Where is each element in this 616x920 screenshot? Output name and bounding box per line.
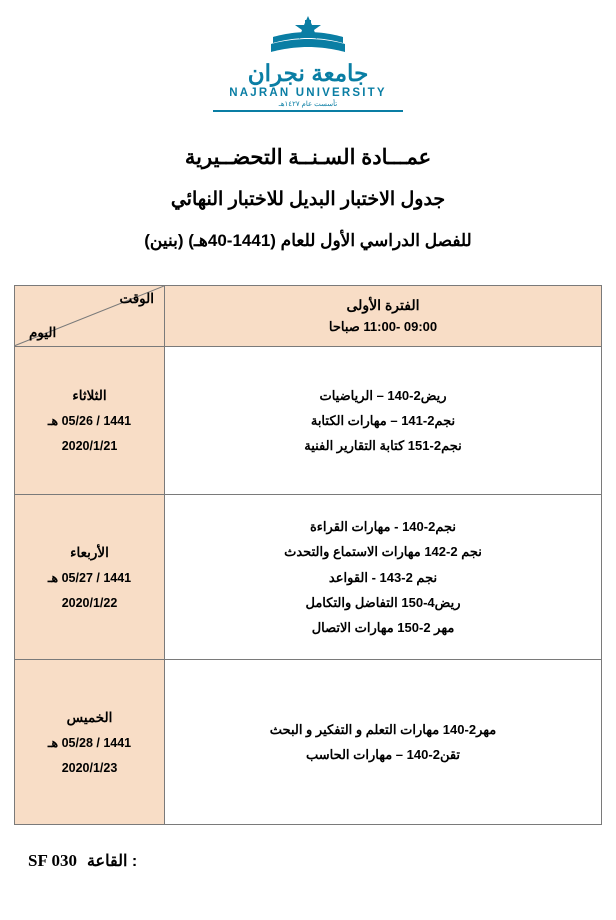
header-period-1-title: الفترة الأولى — [346, 297, 420, 314]
course-line: مهر2-140 مهارات التعلم و التفكير و البحث — [269, 721, 497, 737]
day-name: الأربعاء — [70, 544, 109, 560]
logo-wrap — [213, 14, 403, 112]
header-period-1-time: 09:00 -11:00 صباحا — [328, 319, 438, 335]
courses-cell-tuesday — [165, 347, 602, 495]
corner-label-day: اليوم — [29, 325, 57, 341]
logo-arabic-name: جامعة نجران — [247, 60, 369, 86]
course-line: نجم 2-143 - القواعد — [328, 569, 438, 585]
course-line: نجم2-141 – مهارات الكتابة — [310, 413, 456, 429]
room-value: SF 030 — [28, 851, 77, 871]
page-subtitle: جدول الاختبار البديل للاختبار النهائي — [170, 189, 446, 211]
table-header-row — [15, 286, 602, 347]
day-hijri-date: 1441 / 05/26 هـ — [47, 414, 132, 429]
table-row — [15, 347, 602, 495]
courses-cell-wednesday — [165, 495, 602, 660]
course-line: تقن2-140 – مهارات الحاسب — [305, 747, 461, 763]
course-line: ريض4-150 التفاضل والتكامل — [305, 594, 461, 610]
logo-established-text: تأسست عام ١٤٢٧هـ — [278, 101, 338, 109]
page-subtitle-secondary: للفصل الدراسي الأول للعام (1441-40هـ) (بنين) — [144, 230, 472, 250]
page-title: عمـــادة السـنــة التحضــيرية — [184, 145, 432, 169]
day-hijri-date: 1441 / 05/28 هـ — [47, 735, 132, 750]
day-cell-tuesday — [15, 347, 165, 495]
logo-divider — [213, 110, 403, 112]
courses-cell-thursday — [165, 660, 602, 825]
room-label: القاعة : — [86, 853, 138, 871]
logo-english-name: NAJRAN UNIVERSITY — [229, 87, 387, 100]
day-cell-wednesday — [15, 495, 165, 660]
table-row — [15, 660, 602, 825]
day-cell-thursday — [15, 660, 165, 825]
course-line: نجم 2-142 مهارات الاستماع والتحدث — [284, 544, 482, 560]
course-line: نجم2-151 كتابة التقارير الفنية — [304, 438, 462, 454]
table-row — [15, 495, 602, 660]
course-line: مهر 2-150 مهارات الاتصال — [311, 620, 455, 636]
corner-label-time: الوقت — [119, 291, 154, 307]
day-gregorian-date: 2020/1/23 — [61, 760, 118, 775]
day-name: الخميس — [66, 709, 113, 725]
course-line: ريض2-140 – الرياضيات — [319, 387, 447, 403]
footer — [14, 851, 602, 871]
document-titles — [14, 142, 602, 254]
day-gregorian-date: 2020/1/22 — [61, 595, 118, 610]
day-hijri-date: 1441 / 05/27 هـ — [47, 570, 132, 585]
room-row — [20, 851, 602, 871]
header-period-1 — [165, 286, 602, 347]
header-corner-cell — [15, 286, 165, 347]
day-name: الثلاثاء — [72, 388, 107, 404]
logo-emblem-icon — [213, 14, 403, 60]
day-gregorian-date: 2020/1/21 — [61, 439, 118, 454]
university-logo-block — [14, 8, 602, 116]
exam-schedule-table — [14, 285, 602, 825]
course-line: نجم2-140 - مهارات القراءة — [309, 518, 457, 534]
